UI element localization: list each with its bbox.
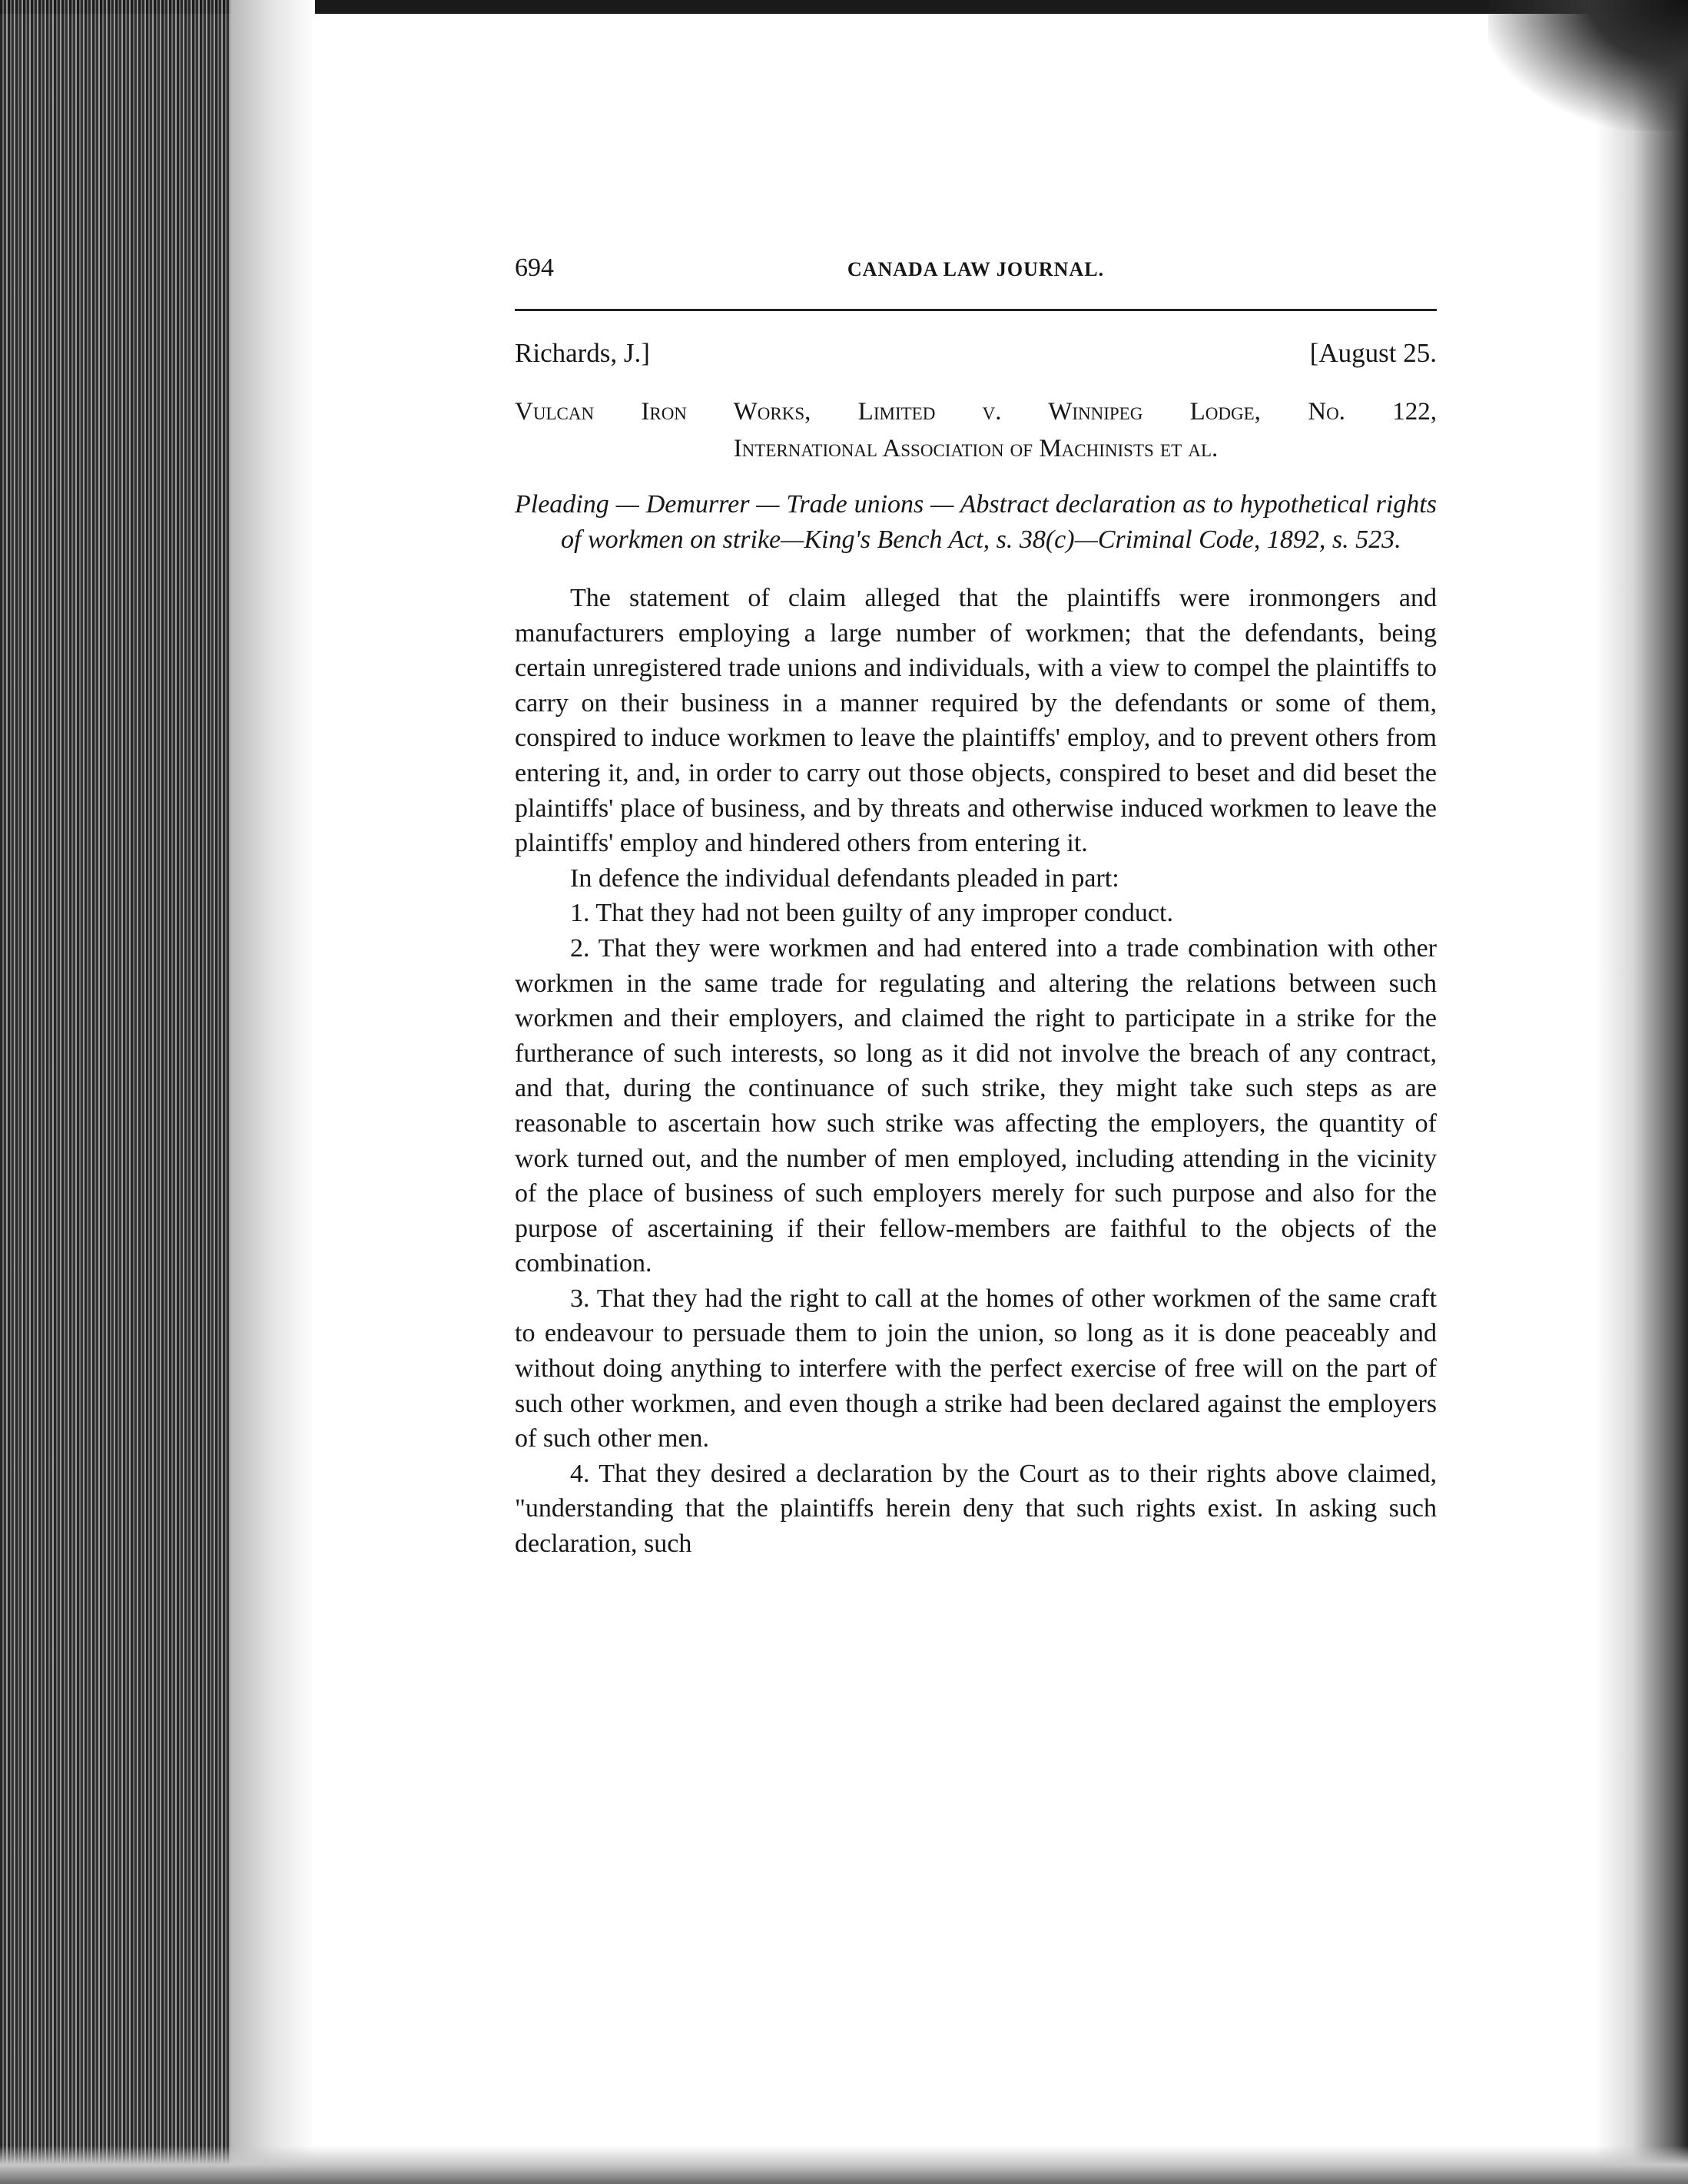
- decision-date: [August 25.: [1309, 338, 1437, 368]
- header-rule: [515, 309, 1437, 311]
- scan-corner-shadow: [1488, 0, 1688, 131]
- paragraph-plea-4: 4. That they desired a declaration by the Court as to their rights above claimed, "understanding that the plaintiffs herein deny that such rights exist. In asking such declaration, such: [515, 1459, 1437, 1559]
- judge-name: Richards, J.]: [515, 338, 650, 368]
- page-number: 694: [515, 254, 554, 282]
- journal-page: [515, 254, 1437, 1562]
- scan-bottom-edge: [0, 2146, 1688, 2184]
- gutter-shadow: [230, 0, 315, 2184]
- body-text: [515, 581, 1437, 1562]
- judge-date-line: [515, 338, 1437, 376]
- paragraph-plea-3: 3. That they had the right to call at the homes of other workmen of the same craft to endeavour to persuade them to join the union, so long as it is done peaceably and without doing anything to interfere with the perfect exercise of free will on the part of such other workmen, and even though a strike had been declared against the employers of such other men.: [515, 1284, 1437, 1453]
- book-spine-shadow: [0, 0, 230, 2184]
- case-title-line-2: International Association of Machinists et al.: [733, 435, 1219, 462]
- running-head: [515, 254, 1437, 300]
- case-title-line-1: Vulcan Iron Works, Limited v. Winnipeg Lodge, No. 122,: [515, 398, 1437, 426]
- scan-right-edge: [1596, 0, 1688, 2184]
- paragraph-defence-intro: In defence the individual defendants pleaded in part:: [570, 863, 1119, 893]
- paragraph-statement-of-claim: The statement of claim alleged that the plaintiffs were ironmongers and manufacturers employing a large number of workmen; that the defendants, being certain unregistered trade unions and individuals, with a view to compel the plaintiffs to carry on their business in a manner required by the defendants or some of them, conspired to induce workmen to leave the plaintiffs' employ, and to prevent others from entering it, and, in order to carry out those objects, conspired to beset and did beset the plaintiffs' place of business, and by threats and otherwise induced workmen to leave the plaintiffs' employ and hindered others from entering it.: [515, 584, 1437, 858]
- journal-title: CANADA LAW JOURNAL.: [847, 258, 1105, 280]
- headnote: Pleading — Demurrer — Trade unions — Abstract declaration as to hypothetical rights of workmen on strike—King's Bench Act, s. 38(c)—Criminal Code, 1892, s. 523.: [515, 490, 1437, 554]
- paragraph-plea-1: 1. That they had not been guilty of any improper conduct.: [570, 899, 1173, 928]
- paragraph-plea-2: 2. That they were workmen and had entered into a trade combination with other workmen in the same trade for regulating and altering the relations between such workmen and their employers, and claimed the right to participate in a strike for the furtherance of such interests, so long as it did not involve the breach of any contract, and that, during the continuance of such strike, they might take such steps as are reasonable to ascertain how such strike was affecting the employers, the quantity of work turned out, and the number of men employed, including attending in the vicinity of the place of business of such employers merely for such purpose and also for the purpose of ascertaining if their fellow-members are faithful to the objects of the combination.: [515, 933, 1437, 1278]
- case-title: [515, 393, 1437, 467]
